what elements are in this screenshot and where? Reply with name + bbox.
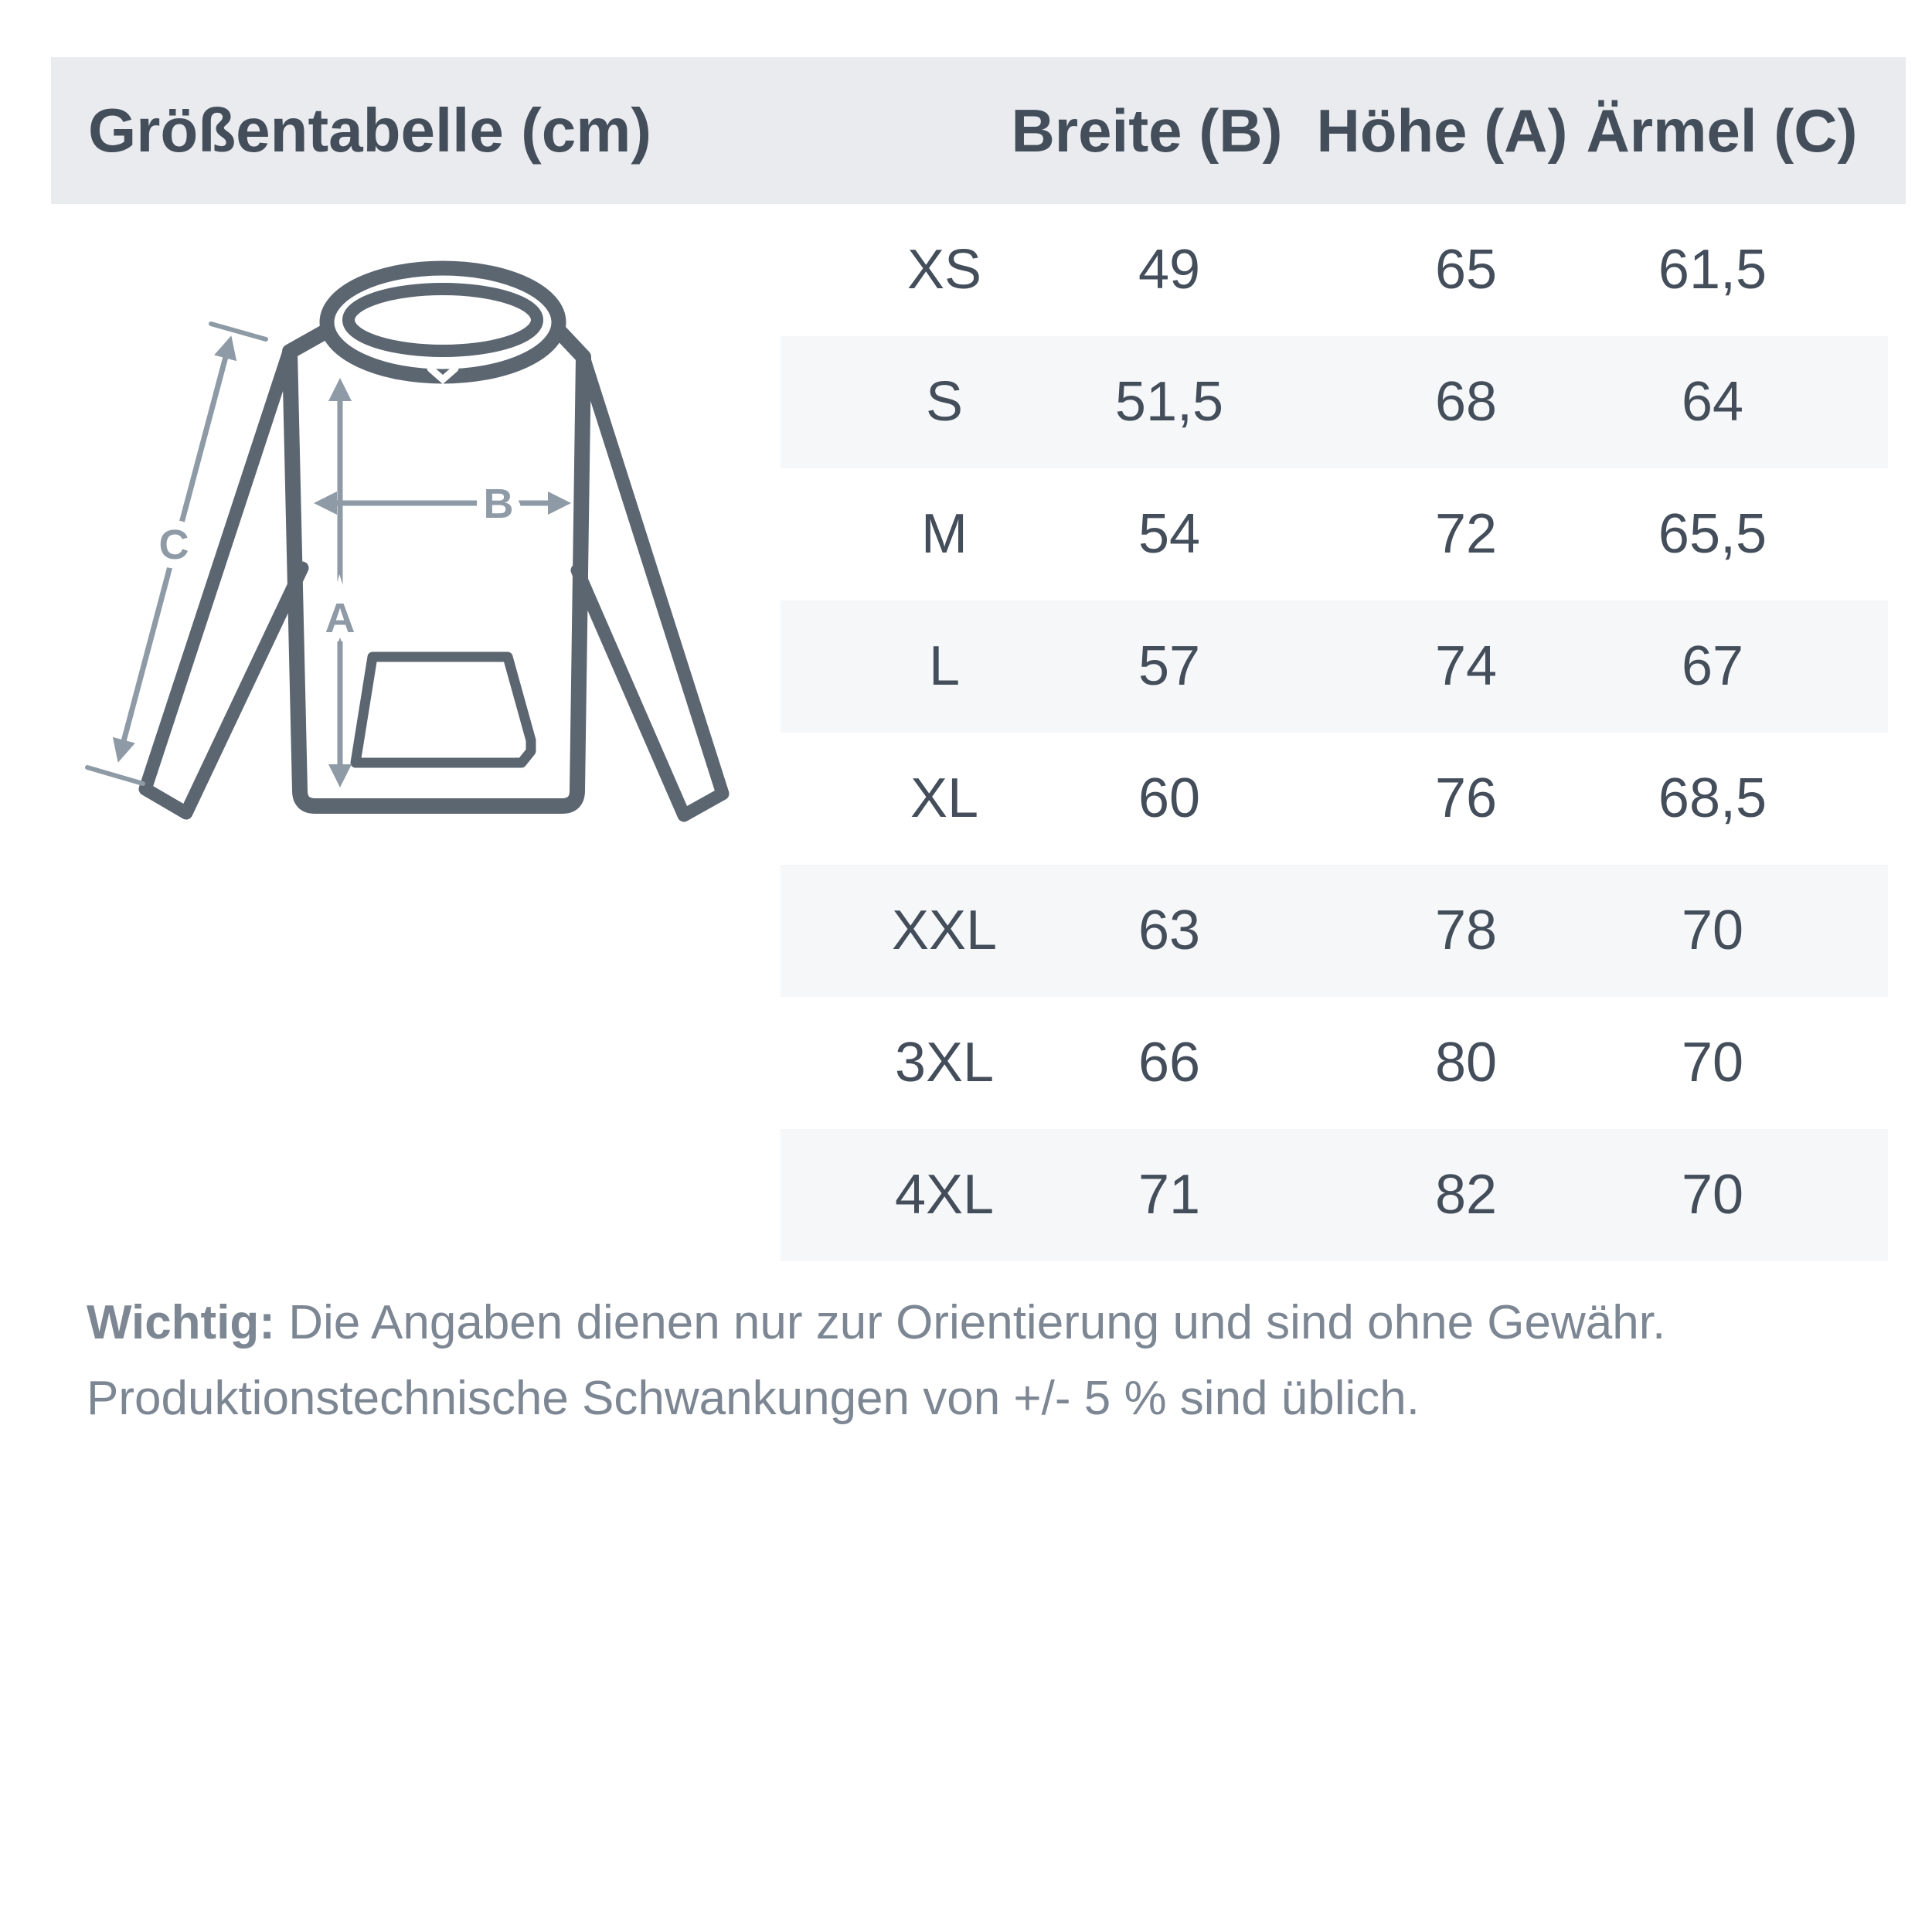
breite-cell: 49	[1138, 239, 1201, 301]
breite-cell: 57	[1138, 635, 1201, 697]
aermel-cell: 70	[1681, 900, 1744, 961]
hoodie-drawing	[58, 224, 753, 866]
table-row	[781, 733, 1888, 865]
size-table	[781, 204, 1888, 1261]
breite-cell: 51,5	[1114, 371, 1224, 433]
hoehe-cell: 72	[1434, 503, 1498, 565]
aermel-cell: 61,5	[1658, 239, 1767, 301]
breite-cell: 71	[1138, 1164, 1201, 1226]
table-row	[781, 997, 1888, 1129]
disclaimer-note-line2: Produktionstechnische Schwankungen von +/- 5 % sind üblich.	[87, 1372, 1420, 1425]
disclaimer-note-bold: Wichtig:	[87, 1296, 275, 1349]
aermel-cell: 68,5	[1658, 767, 1767, 829]
hood-inner-ring	[349, 289, 537, 351]
disclaimer-note	[87, 1285, 1895, 1437]
size-cell: L	[928, 635, 961, 697]
width-label-b: B	[483, 481, 514, 527]
table-row	[781, 865, 1888, 997]
size-cell: M	[921, 503, 968, 565]
sleeve-arrow-top-tick	[211, 324, 266, 339]
aermel-cell: 67	[1681, 635, 1744, 697]
aermel-cell: 65,5	[1658, 503, 1767, 565]
size-cell: XS	[906, 239, 982, 301]
left-sleeve-outline	[145, 354, 302, 813]
hoehe-cell: 68	[1434, 371, 1498, 433]
hoehe-cell: 74	[1434, 635, 1498, 697]
table-row	[781, 1129, 1888, 1261]
aermel-cell: 70	[1681, 1032, 1744, 1094]
sleeve-label-c: C	[158, 522, 189, 568]
size-cell: 4XL	[894, 1164, 995, 1226]
hoehe-cell: 82	[1434, 1164, 1498, 1226]
page-title: Größentabelle (cm)	[88, 96, 652, 165]
hoehe-cell: 76	[1434, 767, 1498, 829]
table-row	[781, 600, 1888, 733]
sleeve-arrow-bottom-tick	[87, 767, 143, 784]
size-cell: XXL	[891, 900, 998, 961]
table-header-bar	[51, 57, 1906, 204]
breite-cell: 63	[1138, 900, 1201, 961]
hoehe-cell: 65	[1434, 239, 1498, 301]
height-label-a: A	[325, 595, 355, 641]
aermel-cell: 70	[1681, 1164, 1744, 1226]
body-outline	[290, 331, 583, 806]
column-header-hoehe: Höhe (A)	[1316, 97, 1568, 165]
table-row	[781, 336, 1888, 468]
size-cell: 3XL	[894, 1032, 995, 1094]
table-row	[781, 204, 1888, 336]
size-cell: XL	[910, 767, 979, 829]
right-sleeve-outline	[577, 357, 723, 815]
aermel-cell: 64	[1681, 371, 1744, 433]
breite-cell: 60	[1138, 767, 1201, 829]
hoehe-cell: 80	[1434, 1032, 1498, 1094]
disclaimer-note-line1: Die Angaben dienen nur zur Orientierung und sind ohne Gewähr.	[288, 1296, 1666, 1349]
hoehe-cell: 78	[1434, 900, 1498, 961]
pocket-outline	[355, 657, 531, 763]
table-row	[781, 468, 1888, 600]
column-header-breite: Breite (B)	[1011, 97, 1283, 165]
breite-cell: 54	[1138, 503, 1201, 565]
breite-cell: 66	[1138, 1032, 1201, 1094]
hoodie-measurement-diagram	[58, 224, 753, 866]
size-cell: S	[925, 371, 964, 433]
column-header-aermel: Ärmel (C)	[1586, 97, 1858, 165]
